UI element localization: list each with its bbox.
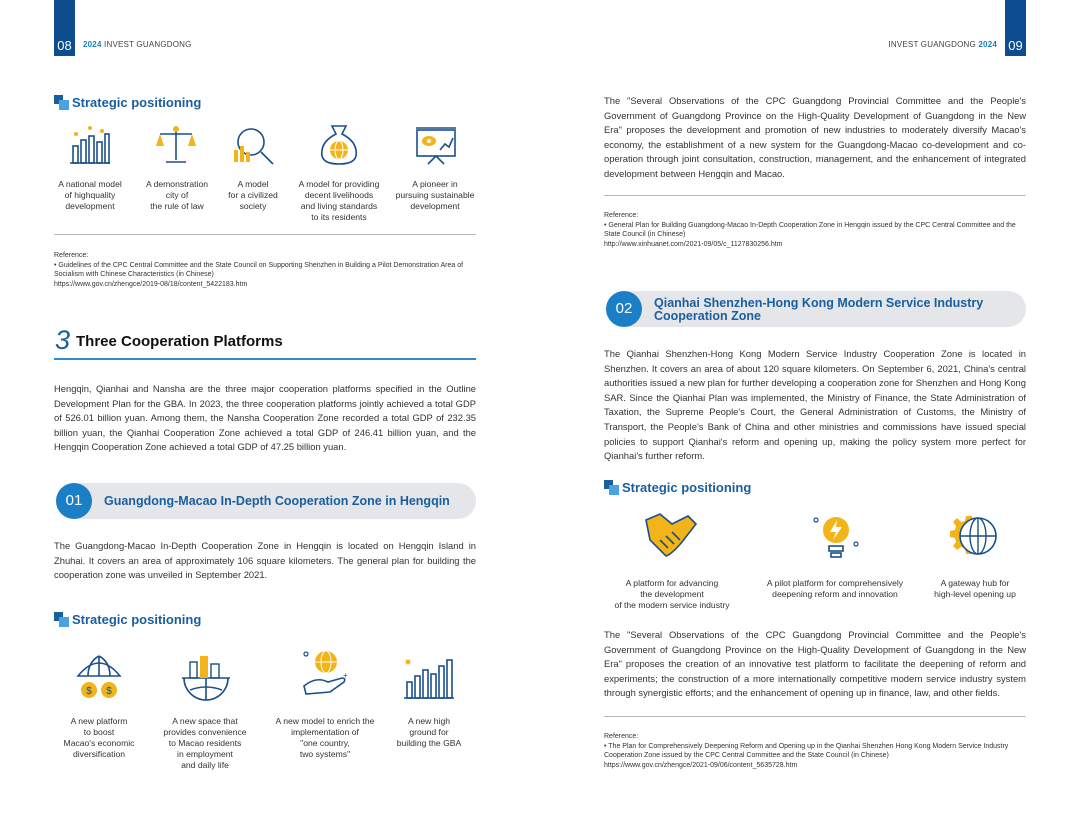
sp2-caption-4: A new high ground for building the GBA (396, 716, 462, 748)
reference-block-2: Reference: • General Plan for Building Guangdong-Macao In-Depth Cooperation Zone in Hengqin issued by the CPC Central Committee and the State Council (in Chinese) http://www.xinhuanet.com/2021-09/05/c_1127830256.htm (604, 211, 1028, 249)
section-title: Three Cooperation Platforms (76, 333, 283, 350)
section-title-underline (54, 358, 476, 360)
divider (604, 195, 1026, 196)
city-globe-icon (180, 652, 232, 702)
hand-globe-icon (298, 646, 352, 700)
sp1-caption-2: A demonstration city of the rule of law (145, 179, 209, 211)
svg-text:$: $ (106, 686, 112, 697)
section-marker-icon (54, 95, 69, 110)
sp2-caption-3: A new model to enrich the implementation of "one country, two systems" (275, 716, 375, 759)
divider (54, 234, 476, 235)
strategic-positioning-heading-1: Strategic positioning (54, 95, 201, 110)
strategic-positioning-heading-3: Strategic positioning (604, 480, 751, 495)
section-number: 3 (55, 325, 71, 355)
rising-bars-icon (402, 652, 456, 702)
svg-text:+: + (343, 671, 348, 680)
sp1-caption-4: A model for providing decent livelihoods and living standards to its residents (298, 179, 380, 222)
reference-link-3[interactable]: https://www.gov.cn/zhengce/2021-09/06/content_5635728.htm (604, 761, 798, 769)
zone-2-banner (606, 291, 1026, 327)
zone-2-number: 02 (606, 291, 642, 327)
gear-globe-icon (946, 510, 1002, 564)
reference-block-1: Reference: • Guidelines of the CPC Central Committee and the State Council on Supporting Shenzhen in Building a Pilot Demonstration Area of Socialism with Chinese Characteristics (in Chinese) https://www.gov.cn/zhengce/2019-08/18/content_5422183.htm (54, 251, 478, 289)
zone-2-body: The Qianhai Shenzhen-Hong Kong Modern Service Industry Cooperation Zone is located in Shenzhen. It covers an area of about 120 square kilometers. On September 6, 2021, China's central authorities issued a new plan for further developing a cooperation zone for Shenzhen and Hong Kong SAR. Since the Qianhai Plan was implemented, the Ministry of Finance, the State Administration of Taxation, the Supreme People's Court, the General Administration of Customs, the Ministry of Transport, the People's Bank of China and other ministries and commissions have issued special policies to support Qianhai's reform and opening up, making the policy system more perfect for Qianhai's further reform. (604, 348, 1026, 462)
right-running-header (888, 40, 997, 49)
outro-paragraph: The "Several Observations of the CPC Guangdong Provincial Committee and the People's Government of Guangdong Province on the High-Quality Development of Guangdong in the New Era" proposes the creation of an innovative test platform to facilitate the deepening of reform and experiments; the construction of a more internationally competitive modern service industry system through synergistic efforts; and the enhancement of opening up in finance, law, and other fields. (604, 629, 1026, 699)
sp1-caption-3: A model for a civilized society (228, 179, 278, 211)
sp2-caption-2: A new space that provides convenience to Macao residents in employment and daily life (163, 716, 247, 770)
zone-1-number: 01 (56, 483, 92, 519)
umbrella-coins-icon (74, 652, 124, 702)
svg-text:$: $ (86, 686, 92, 697)
sp3-caption-3: A gateway hub for high-level opening up (934, 578, 1016, 599)
reference-block-3: Reference: • The Plan for Comprehensively Deepening Reform and Opening up in the Qianhai Shenzhen Hong Kong Modern Service Industry Cooperation Zone issued by the CPC Central Committee and the State Council (in Chinese) https://www.gov.cn/zhengce/2021-09/06/content_5635728.htm (604, 732, 1028, 770)
right-page-number: 09 (1008, 38, 1023, 53)
intro-paragraph: The "Several Observations of the CPC Guangdong Provincial Committee and the People's Government of Guangdong Province on the High-Quality Development of Guangdong in the New Era" proposes the development and promotion of new industries to moderately diversify Macao's economy, the establishment of a new system for the Guangdong-Macao co-development and co-operation through joint consultation, construction, management, and the enhancement of integrated development between Hengqin and Macao. (604, 95, 1026, 179)
presentation-board-icon (414, 124, 458, 166)
sp3-caption-1: A platform for advancing the development of the modern service industry (614, 578, 730, 610)
zone-1-body: The Guangdong-Macao In-Depth Cooperation Zone in Hengqin is located on Hengqin Island in Zhuhai. It covers an area of approximately 106 square kilometers. The general plan for building the cooperation zone was unveiled in September 2021. (54, 540, 476, 581)
zone-1-title: Guangdong-Macao In-Depth Cooperation Zone in Hengqin (104, 494, 450, 508)
zone-1-banner (56, 483, 476, 519)
strategic-positioning-heading-2: Strategic positioning (54, 612, 201, 627)
left-header-title: INVEST GUANGDONG (104, 40, 192, 49)
handshake-icon (642, 510, 698, 562)
reference-link-1[interactable]: https://www.gov.cn/zhengce/2019-08/18/content_5422183.htm (54, 280, 248, 288)
left-page-number: 08 (57, 38, 72, 53)
right-header-year: 2024 (978, 40, 997, 49)
left-header-year: 2024 (83, 40, 102, 49)
section-body: Hengqin, Qianhai and Nansha are the three major cooperation platforms specified in the Outline Development Plan for the GBA. In 2023, the three cooperation platforms jointly achieved a total GDP of 526.01 billion yuan. Among them, the Nansha Cooperation Zone recorded a total GDP of 232.35 billion yuan, the Qianhai Cooperation Zone achieved a total GDP of 246.41 billion yuan, and the Hengqin Cooperation Zone achieved a total GDP of 47.25 billion yuan. (54, 383, 476, 453)
divider (604, 716, 1026, 717)
magnifier-analytics-icon (231, 122, 277, 166)
lightbulb-icon (810, 508, 862, 564)
zone-2-title: Qianhai Shenzhen-Hong Kong Modern Service Industry Cooperation Zone (654, 296, 984, 323)
reference-link-2[interactable]: http://www.xinhuanet.com/2021-09/05/c_1127830256.htm (604, 240, 783, 248)
section-marker-icon (604, 480, 619, 495)
left-running-header (83, 40, 192, 49)
money-bag-globe-icon (318, 122, 360, 166)
scales-of-justice-icon (154, 124, 198, 166)
sp3-caption-2: A pilot platform for comprehensively deepening reform and innovation (766, 578, 904, 599)
sp2-caption-1: A new platform to boost Macao's economic diversification (63, 716, 135, 759)
sp1-caption-1: A national model of highquality development (58, 179, 122, 211)
section-marker-icon (54, 612, 69, 627)
bar-chart-growth-icon (68, 124, 112, 166)
sp1-caption-5: A pioneer in pursuing sustainable development (395, 179, 475, 211)
right-header-title: INVEST GUANGDONG (888, 40, 976, 49)
